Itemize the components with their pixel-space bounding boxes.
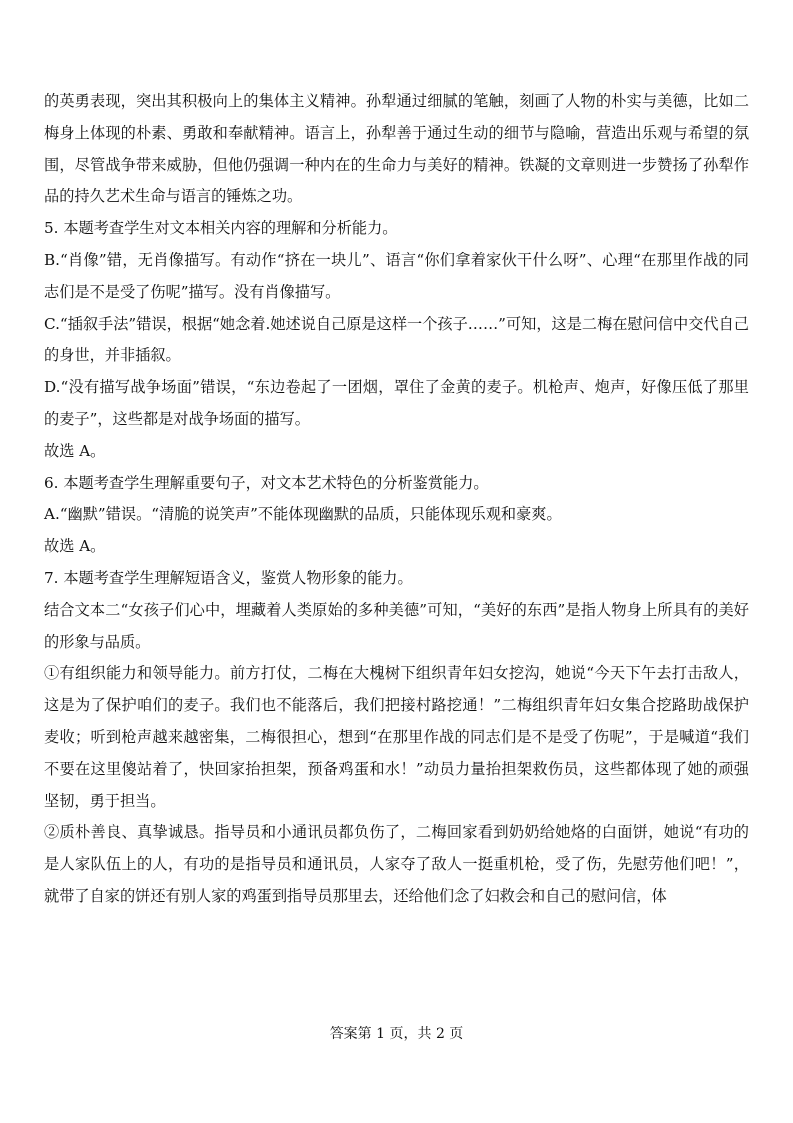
page-footer: 答案第 1 页，共 2 页: [329, 1026, 464, 1042]
paragraph-q5-heading: 5. 本题考查学生对文本相关内容的理解和分析能力。: [44, 219, 398, 238]
paragraph-q5-option-b: B.“肖像”错，无肖像描写。有动作“挤在一块儿”、语言“你们拿着家伙干什么呀”、心理“在那里作战的同志们是不是受了伤呢”描写。没有肖像描写。: [44, 250, 749, 301]
paragraph-q5-option-c: C.“插叙手法”错误，根据“她念着.她述说自己原是这样一个孩子……”可知，这是二梅在慰问信中交代自己的身世，并非插叙。: [44, 314, 749, 365]
paragraph-q5-answer: 故选 A。: [44, 441, 106, 460]
paragraph-q6-option-a: A.“幽默”错误。“清脆的说笑声”不能体现幽默的品质，只能体现乐观和豪爽。: [44, 505, 562, 524]
paragraph-q7-point-2: ②质朴善良、真挚诚恳。指导员和小通讯员都负伤了，二梅回家看到奶奶给她烙的白面饼，她说“有功的是人家队伍上的人，有功的是指导员和通讯员，人家夺了敌人一挺重机枪，受了伤，先慰劳他们吧！”，就带了自家的饼还有别人家的鸡蛋到指导员那里去，还给他们念了妇救会和自己的慰问信，体: [44, 823, 749, 905]
paragraph-q7-heading: 7. 本题考查学生理解短语含义，鉴赏人物形象的能力。: [44, 568, 413, 587]
paragraph-q5-option-d: D.“没有描写战争场面”错误，“东边卷起了一团烟，罩住了金黄的麦子。机枪声、炮声，好像压低了那里的麦子”，这些都是对战争场面的描写。: [44, 378, 749, 428]
paragraph-q7-point-1: ①有组织能力和领导能力。前方打仗，二梅在大槐树下组织青年妇女挖沟，她说“今天下午去打击敌人，这是为了保护咱们的麦子。我们也不能落后，我们把接村路挖通！”二梅组织青年妇女集合挖路助战保护麦收；听到枪声越来越密集，二梅很担心，想到“在那里作战的同志们是不是受了伤呢”，于是喊道“我们不要在这里傻站着了，快回家抬担架，预备鸡蛋和水！”动员力量抬担架救伤员，这些都体现了她的顽强坚韧，勇于担当。: [44, 664, 749, 810]
paragraph-q6-heading: 6. 本题考查学生理解重要句子，对文本艺术特色的分析鉴赏能力。: [44, 473, 489, 492]
paragraph-q6-answer: 故选 A。: [44, 537, 106, 556]
paragraph-analysis-continued: 的英勇表现，突出其积极向上的集体主义精神。孙犁通过细腻的笔触，刻画了人物的朴实与美德，比如二梅身上体现的朴素、勇敢和奉献精神。语言上，孙犁善于通过生动的细节与隐喻，营造出乐观与希望的氛围，尽管战争带来威胁，但他仍强调一种内在的生命力与美好的精神。铁凝的文章则进一步赞扬了孙犁作品的持久艺术生命与语言的锤炼之功。: [44, 92, 749, 206]
paragraph-q7-intro: 结合文本二“女孩子们心中，埋藏着人类原始的多种美德”可知，“美好的东西”是指人物身上所具有的美好的形象与品质。: [44, 600, 749, 651]
